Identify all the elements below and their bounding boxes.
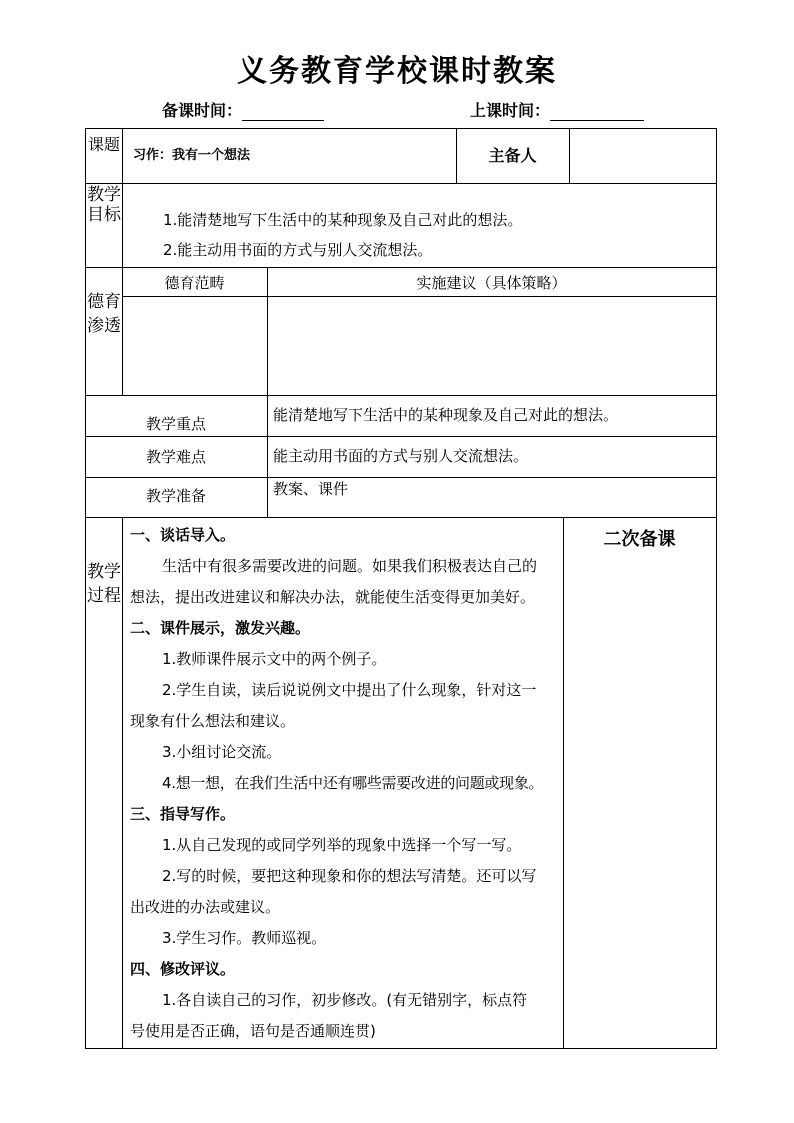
process-line: 出改进的办法或建议。 [130,898,281,916]
class-time-label: 上课时间： [470,101,551,120]
objectives-label: 教学目标 [87,185,121,225]
second-prep-label: 二次备课 [603,529,676,550]
difficulty-value: 能主动用书面的方式与别人交流想法。 [273,447,529,465]
class-time [470,98,644,121]
preparation-label: 教学准备 [145,487,206,505]
process-line: 想法，提出改进建议和解决办法，就能使生活变得更加美好。 [130,588,536,606]
process-line: 3.小组讨论交流。 [162,743,282,761]
moral-label: 德育渗透 [87,292,121,336]
class-time-blank[interactable] [550,104,644,121]
preparation-value: 教案、课件 [273,480,349,498]
prep-time [162,98,324,121]
process-line: 一、谈话导入。 [130,526,236,544]
process-line: 二、课件展示，激发兴趣。 [130,619,311,637]
key-point-value: 能清楚地写下生活中的某种现象及自己对此的想法。 [273,406,619,424]
objective-item-2: 2.能主动用书面的方式与别人交流想法。 [163,241,433,259]
process-line: 2.写的时候，要把这种现象和你的想法写清楚。还可以写 [162,867,537,885]
process-line: 2.学生自读，读后说说例文中提出了什么现象，针对这一 [162,681,537,699]
moral-col1-header: 德育范畴 [164,274,225,292]
prep-time-label: 备课时间： [162,101,243,120]
page-title: 义务教育学校课时教案 [237,54,557,89]
process-line: 1.各自读自己的习作，初步修改。(有无错别字，标点符 [162,991,528,1009]
process-line: 现象有什么想法和建议。 [130,712,296,730]
process-line: 1.从自己发现的或同学列举的现象中选择一个写一写。 [162,836,522,854]
process-line: 号使用是否正确，语句是否通顺连贯) [130,1022,376,1040]
key-point-label: 教学重点 [145,415,206,433]
process-line: 4.想一想，在我们生活中还有哪些需要改进的问题或现象。 [162,774,544,792]
host-label: 主备人 [488,146,537,165]
moral-col2-header: 实施建议（具体策略） [416,274,567,292]
process-line: 生活中有很多需要改进的问题。如果我们积极表达自己的 [162,557,538,575]
topic-value: 习作：我有一个想法 [133,148,251,163]
prep-time-blank[interactable] [242,104,324,121]
process-content [130,520,562,1047]
process-line: 三、指导写作。 [130,805,236,823]
process-label: 教学过程 [87,562,121,606]
process-line: 1.教师课件展示文中的两个例子。 [162,650,387,668]
process-line: 3.学生习作。教师巡视。 [162,929,327,947]
difficulty-label: 教学难点 [145,448,206,466]
process-line: 四、修改评议。 [130,960,236,978]
objective-item-1: 1.能清楚地写下生活中的某种现象及自己对此的想法。 [163,211,523,229]
topic-label: 课题 [87,135,120,154]
